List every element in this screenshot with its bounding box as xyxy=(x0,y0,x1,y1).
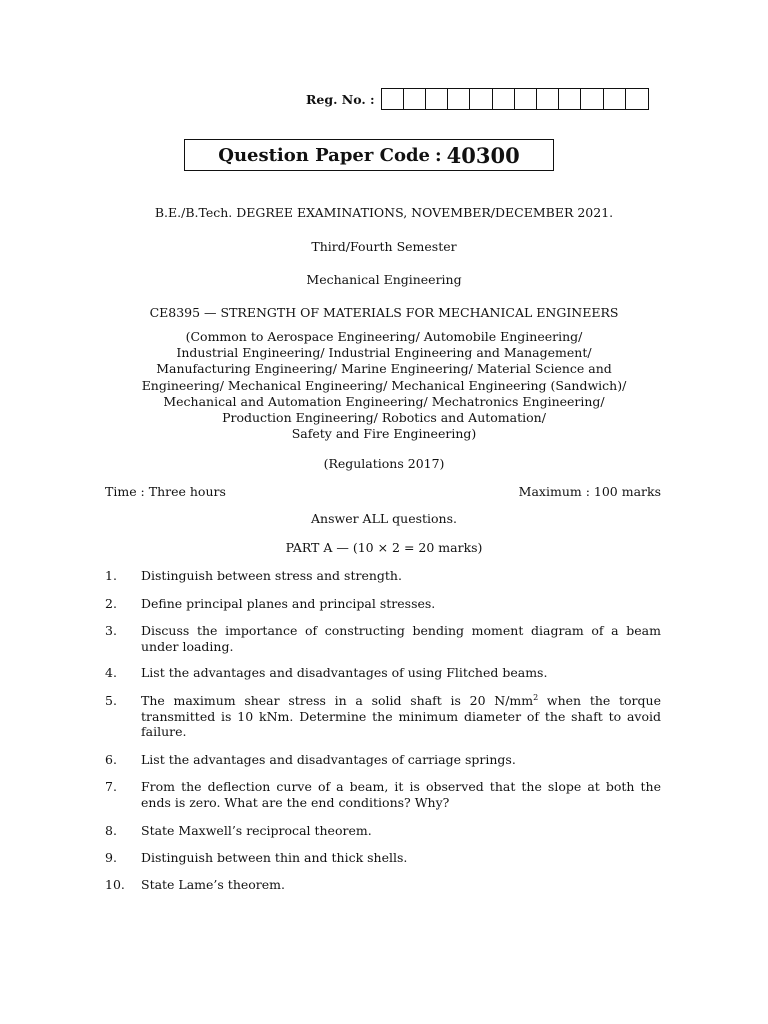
question-text: State Lame’s theorem. xyxy=(141,877,285,892)
question-text: From the deflection curve of a beam, it is observed that the slope at both the ends is zero. What are the end conditions? Why? xyxy=(141,779,661,810)
question-text: Distinguish between thin and thick shells. xyxy=(141,850,408,865)
question-number: 3. xyxy=(105,623,117,638)
semester: Third/Fourth Semester xyxy=(311,239,457,254)
question-text xyxy=(141,693,661,740)
question-item xyxy=(105,850,661,866)
common-line: Mechanical and Automation Engineering/ Mechatronics Engineering/ xyxy=(163,393,605,409)
question-item xyxy=(105,877,661,893)
common-line: Engineering/ Mechanical Engineering/ Mechanical Engineering (Sandwich)/ xyxy=(141,377,627,393)
department: Mechanical Engineering xyxy=(306,272,462,287)
question-item xyxy=(105,596,661,612)
question-number: 8. xyxy=(105,823,117,838)
course-title: CE8395 — STRENGTH OF MATERIALS FOR MECHANICAL ENGINEERS xyxy=(149,305,619,320)
question-text: State Maxwell’s reciprocal theorem. xyxy=(141,823,372,838)
question-text: Discuss the importance of constructing bending moment diagram of a beam under loading. xyxy=(141,623,661,654)
question-number: 6. xyxy=(105,752,117,767)
question-item xyxy=(105,693,661,740)
question-item xyxy=(105,623,661,654)
reg-number-row xyxy=(306,88,649,110)
common-to-departments xyxy=(0,329,768,442)
reg-number-box xyxy=(382,89,404,109)
question-number: 4. xyxy=(105,665,117,680)
question-text: List the advantages and disadvantages of using Flitched beams. xyxy=(141,665,548,680)
question-text-part: The maximum shear stress in a solid shaft is 20 N/mm xyxy=(141,693,534,708)
exam-title: B.E./B.Tech. DEGREE EXAMINATIONS, NOVEMBER/DECEMBER 2021. xyxy=(154,205,614,220)
common-line: Production Engineering/ Robotics and Automation/ xyxy=(222,410,546,426)
common-line: Safety and Fire Engineering) xyxy=(291,426,477,442)
reg-number-box xyxy=(426,89,448,109)
reg-number-box xyxy=(404,89,426,109)
maximum-marks: Maximum : 100 marks xyxy=(518,484,661,499)
question-paper-code-separator: : xyxy=(435,144,442,166)
question-number: 7. xyxy=(105,779,117,794)
reg-number-box xyxy=(470,89,492,109)
question-text: List the advantages and disadvantages of carriage springs. xyxy=(141,752,516,767)
question-number: 10. xyxy=(105,877,125,892)
reg-number-box xyxy=(537,89,559,109)
question-number: 2. xyxy=(105,596,117,611)
superscript: 2 xyxy=(533,692,539,702)
regulations: (Regulations 2017) xyxy=(323,456,445,471)
reg-number-box xyxy=(448,89,470,109)
reg-number-box xyxy=(604,89,626,109)
question-item xyxy=(105,665,661,681)
instruction: Answer ALL questions. xyxy=(311,511,457,526)
common-line: Industrial Engineering/ Industrial Engineering and Management/ xyxy=(176,345,592,361)
question-text-part: when the torque transmitted is 10 kNm. Determine the minimum diameter of the shaft to avoid failure. xyxy=(141,693,661,739)
reg-number-box xyxy=(581,89,603,109)
reg-number-box xyxy=(515,89,537,109)
question-item xyxy=(105,779,661,810)
question-item xyxy=(105,752,661,768)
question-text: Distinguish between stress and strength. xyxy=(141,568,402,583)
question-paper-code-label: Question Paper Code xyxy=(218,144,431,166)
reg-number-box xyxy=(493,89,515,109)
question-paper-code-box xyxy=(184,139,554,171)
time-marks-row xyxy=(105,484,661,499)
question-item xyxy=(105,568,661,584)
reg-number-label: Reg. No. : xyxy=(306,91,375,107)
question-item xyxy=(105,823,661,839)
question-text: Define principal planes and principal stresses. xyxy=(141,596,436,611)
common-line: Manufacturing Engineering/ Marine Engineering/ Material Science and xyxy=(156,361,612,377)
reg-number-boxes xyxy=(381,88,649,110)
reg-number-box xyxy=(626,89,648,109)
common-line: (Common to Aerospace Engineering/ Automobile Engineering/ xyxy=(185,329,583,344)
question-number: 1. xyxy=(105,568,117,583)
question-number: 9. xyxy=(105,850,117,865)
question-number: 5. xyxy=(105,693,117,708)
time-allowed: Time : Three hours xyxy=(105,484,226,499)
question-paper-code-value: 40300 xyxy=(446,142,520,168)
reg-number-box xyxy=(559,89,581,109)
part-a-heading: PART A — (10 × 2 = 20 marks) xyxy=(285,540,483,555)
